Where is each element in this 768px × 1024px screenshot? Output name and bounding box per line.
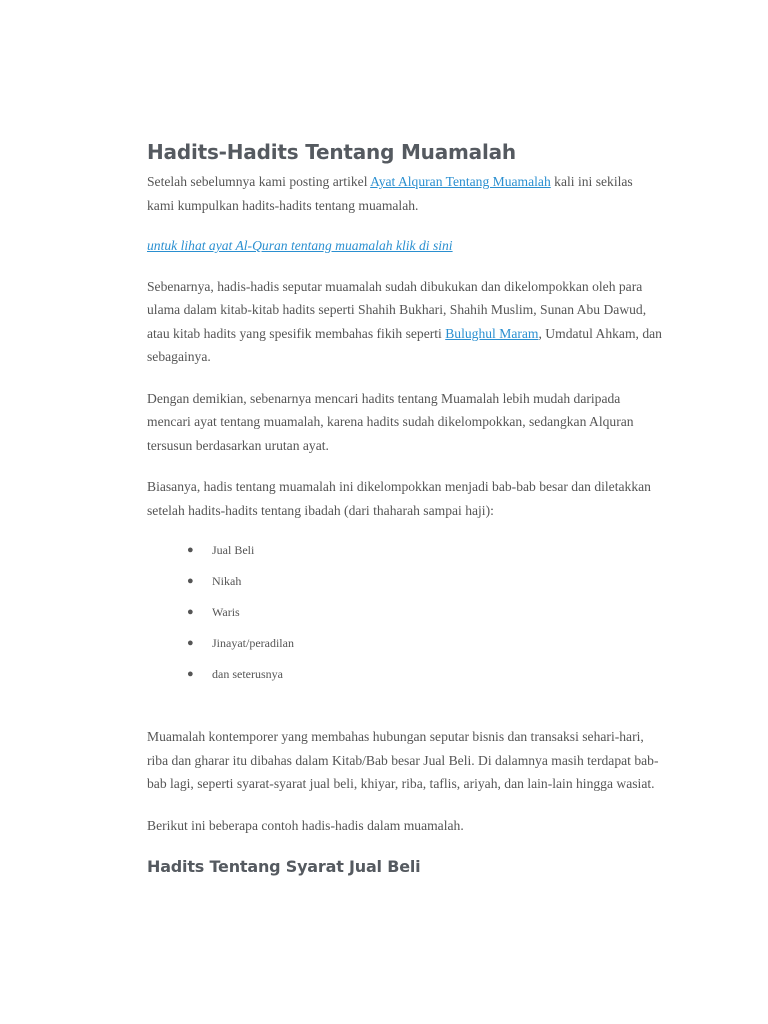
ayat-alquran-link[interactable]: Ayat Alquran Tentang Muamalah xyxy=(370,174,551,189)
article xyxy=(147,138,662,879)
bulughul-maram-link[interactable]: Bulughul Maram xyxy=(445,325,539,341)
para1-text-before: Sebenarnya, hadis-hadis seputar muamalah sudah dibukukan dan dikelompokkan oleh para ulama dalam kitab-kitab hadits seperti Shahih Bukhari, Shahih Muslim, Sunan Abu Dawud, atau kitab hadits yang spesifik membahas fikih seperti xyxy=(147,278,647,341)
intro-paragraph xyxy=(147,170,662,217)
italic-link-paragraph xyxy=(147,234,662,258)
list-item xyxy=(187,602,662,633)
paragraph-hadis-dibukukan xyxy=(147,275,662,369)
list-item xyxy=(187,664,662,695)
paragraph-berikut-ini: Berikut ini beberapa contoh hadis-hadis dalam muamalah. xyxy=(147,817,464,833)
section-heading-syarat-jual-beli: Hadits Tentang Syarat Jual Beli xyxy=(147,857,421,876)
list-item-label: Jinayat/peradilan xyxy=(212,636,294,650)
paragraph-dengan-demikian: Dengan demikian, sebenarnya mencari hadits tentang Muamalah lebih mudah daripada mencari ayat tentang muamalah, karena hadits sudah dikelompokkan, sedangkan Alquran tersusun berdasarkan urutan ayat. xyxy=(147,390,634,453)
list-item-label: dan seterusnya xyxy=(212,667,283,681)
list-item-label: Waris xyxy=(212,605,240,619)
bullet-icon: ● xyxy=(187,668,194,680)
list-item xyxy=(187,633,662,664)
topic-list xyxy=(147,540,662,695)
para1-text-after: , Umdatul Ahkam, dan sebagainya. xyxy=(147,325,662,364)
intro-text-before: Setelah sebelumnya kami posting artikel xyxy=(147,174,371,189)
list-item xyxy=(187,571,662,602)
list-item xyxy=(187,540,662,571)
bullet-icon: ● xyxy=(187,606,194,618)
paragraph-muamalah-kontemporer: Muamalah kontemporer yang membahas hubungan seputar bisnis dan transaksi sehari-hari, riba dan gharar itu dibahas dalam Kitab/Bab besar Jual Beli. Di dalamnya masih terdapat bab-bab lagi, seperti syarat-syarat jual beli, khiyar, riba, taflis, ariyah, dan lain-lain hingga wasiat. xyxy=(147,729,659,791)
bullet-icon: ● xyxy=(187,544,194,556)
paragraph-biasanya: Biasanya, hadis tentang muamalah ini dikelompokkan menjadi bab-bab besar dan diletakkan setelah hadits-hadits tentang ibadah (dari thaharah sampai haji): xyxy=(147,479,651,518)
list-item-label: Jual Beli xyxy=(212,543,255,557)
bullet-icon: ● xyxy=(187,575,194,587)
bullet-icon: ● xyxy=(187,637,194,649)
list-item-label: Nikah xyxy=(212,574,242,588)
lihat-ayat-link[interactable]: untuk lihat ayat Al-Quran tentang muamalah klik di sini xyxy=(147,238,453,253)
intro-text-after: kali ini sekilas kami kumpulkan hadits-hadits tentang muamalah. xyxy=(147,174,633,213)
article-title: Hadits-Hadits Tentang Muamalah xyxy=(147,140,516,164)
